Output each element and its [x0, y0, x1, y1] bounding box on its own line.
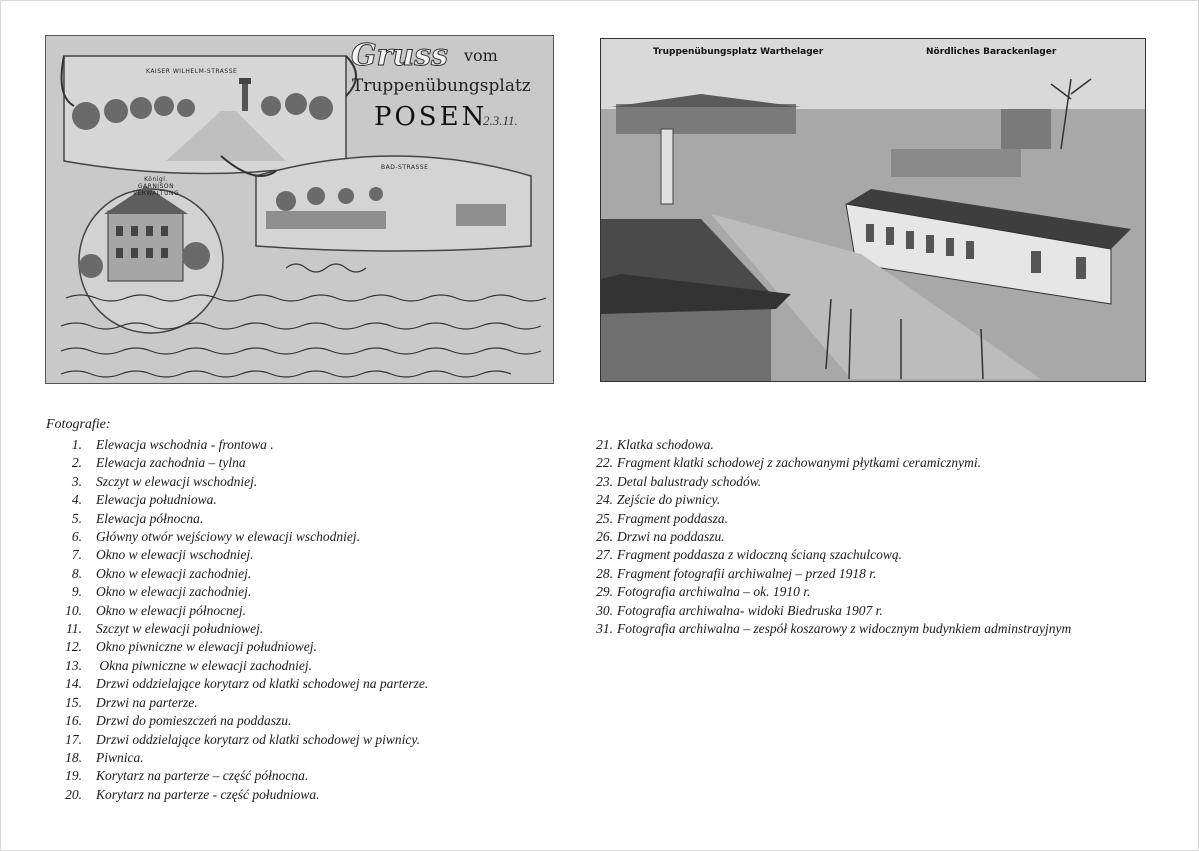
list-item-text: Drzwi na poddaszu. — [617, 529, 725, 545]
list-item-text: Fragment klatki schodowej z zachowanymi płytkami ceramicznymi. — [617, 455, 982, 471]
list-item — [575, 620, 1071, 638]
list-item-text: Elewacja południowa. — [96, 492, 217, 508]
list-item-number: 30. — [596, 602, 613, 618]
list-item-text: Fotografia archiwalna- widoki Biedruska 1907 r. — [617, 602, 883, 618]
list-item-number: 16. — [65, 713, 82, 729]
list-item-number: 28. — [596, 565, 613, 581]
list-item-number: 13. — [65, 657, 82, 673]
list-item-number: 21. — [596, 437, 613, 452]
list-item-text: Fragment poddasza. — [617, 510, 728, 526]
list-item-text: Okno w elewacji północnej. — [96, 602, 246, 618]
list-item-number: 7. — [71, 547, 82, 563]
list-item-text: Szczyt w elewacji wschodniej. — [96, 473, 258, 489]
list-item-number: 14. — [65, 676, 82, 692]
list-item — [575, 565, 1071, 583]
list-item-text: Elewacja północna. — [96, 510, 204, 526]
list-item-text: Klatka schodowa. — [617, 437, 714, 452]
postcard-street-label-2: BAD-STRASSE — [381, 164, 429, 171]
list-item-number: 12. — [65, 639, 82, 655]
photo-list-right — [575, 436, 1071, 638]
list-item-text: Okna piwniczne w elewacji zachodniej. — [96, 657, 312, 673]
list-item-number: 9. — [71, 584, 82, 600]
list-item — [40, 491, 428, 509]
postcard-date-text: 2.3.11. — [483, 113, 518, 128]
list-item — [40, 565, 428, 583]
archival-photo-image — [600, 38, 1146, 382]
list-item — [575, 436, 1071, 454]
list-item — [575, 510, 1071, 528]
list-item-number: 6. — [71, 529, 82, 545]
list-item — [40, 454, 428, 472]
postcard-building-label: Königl. GARNISON VERWALTUNG — [132, 176, 180, 197]
list-item — [40, 602, 428, 620]
list-item-text: Detal balustrady schodów. — [617, 473, 762, 489]
list-item-text: Korytarz na parterze – część północna. — [96, 768, 309, 784]
postcard-street-label-1: KAISER WILHELM-STRASSE — [146, 68, 238, 75]
list-item — [40, 675, 428, 693]
list-item-number: 20. — [65, 786, 82, 802]
list-item-text: Elewacja zachodnia – tylna — [96, 455, 246, 471]
archival-postcard-image — [45, 35, 554, 384]
list-item-number: 11. — [66, 621, 82, 637]
list-item-text: Fragment poddasza z widoczną ścianą szachulcową. — [617, 547, 902, 563]
list-item-text: Główny otwór wejściowy w elewacji wschodniej. — [96, 529, 360, 545]
list-item-number: 25. — [596, 510, 613, 526]
list-item — [40, 731, 428, 749]
list-item — [40, 749, 428, 767]
list-item-text: Okno w elewacji zachodniej. — [96, 584, 252, 600]
list-item-number: 29. — [596, 584, 613, 600]
list-item-number: 8. — [71, 565, 82, 581]
list-item-number: 26. — [596, 529, 613, 545]
list-item — [575, 491, 1071, 509]
list-item — [40, 657, 428, 675]
list-item-number: 18. — [65, 749, 82, 765]
list-item — [575, 473, 1071, 491]
photo-illustration — [601, 39, 1145, 381]
list-item — [40, 528, 428, 546]
list-item-number: 10. — [65, 602, 82, 618]
list-item-number: 2. — [71, 455, 82, 471]
list-item — [40, 436, 428, 454]
list-item — [40, 583, 428, 601]
list-item-text: Drzwi do pomieszczeń na poddaszu. — [96, 713, 292, 729]
list-item-text: Drzwi oddzielające korytarz od klatki schodowej na parterze. — [96, 676, 429, 692]
list-item-text: Okno w elewacji wschodniej. — [96, 547, 254, 563]
list-item — [40, 546, 428, 564]
list-item-number: 5. — [71, 510, 82, 526]
list-item-text: Szczyt w elewacji południowej. — [96, 621, 264, 637]
list-item-text: Fotografia archiwalna – zespół koszarowy z widocznym budynkiem adminstrayjnym — [617, 621, 1072, 637]
list-item — [40, 620, 428, 638]
list-item-number: 27. — [596, 547, 613, 563]
list-item-number: 22. — [596, 455, 613, 471]
list-item-number: 4. — [71, 492, 82, 508]
list-item-text: Drzwi na parterze. — [96, 694, 198, 710]
list-item-number: 1. — [71, 437, 82, 452]
list-item-number: 17. — [65, 731, 82, 747]
postcard-place-text: Truppenübungsplatz — [352, 76, 531, 96]
list-item — [575, 583, 1071, 601]
list-item-number: 24. — [596, 492, 613, 508]
list-item-text: Korytarz na parterze - część południowa. — [96, 786, 320, 802]
list-item-number: 19. — [65, 768, 82, 784]
list-item — [40, 767, 428, 785]
list-item — [40, 694, 428, 712]
photo-list-left — [40, 436, 428, 804]
photo-caption-right: Nördliches Barackenlager — [926, 47, 1057, 57]
list-item — [40, 786, 428, 804]
list-item — [575, 454, 1071, 472]
postcard-vom-text: vom — [464, 46, 498, 65]
postcard-gruss-text: Gruss — [351, 38, 449, 73]
list-item — [575, 528, 1071, 546]
list-item — [575, 602, 1071, 620]
list-item-number: 15. — [65, 694, 82, 710]
list-item — [40, 510, 428, 528]
list-item-text: Okno w elewacji zachodniej. — [96, 565, 252, 581]
postcard-city-text: POSEN — [374, 102, 488, 132]
list-item-text: Elewacja wschodnia - frontowa . — [96, 437, 274, 452]
list-item-number: 3. — [71, 473, 82, 489]
list-item-number: 23. — [596, 473, 613, 489]
list-item-text: Fragment fotografii archiwalnej – przed 1918 r. — [617, 565, 877, 581]
list-item — [575, 546, 1071, 564]
list-item-text: Zejście do piwnicy. — [617, 492, 721, 508]
photo-list-heading: Fotografie: — [46, 417, 111, 432]
list-item-text: Fotografia archiwalna – ok. 1910 r. — [617, 584, 811, 600]
photo-caption-left: Truppenübungsplatz Warthelager — [653, 47, 824, 57]
list-item-text: Okno piwniczne w elewacji południowej. — [96, 639, 317, 655]
list-item-text: Drzwi oddzielające korytarz od klatki schodowej w piwnicy. — [96, 731, 420, 747]
list-item — [40, 638, 428, 656]
list-item — [40, 473, 428, 491]
list-item — [40, 712, 428, 730]
list-item-number: 31. — [596, 621, 613, 637]
list-item-text: Piwnica. — [96, 749, 144, 765]
